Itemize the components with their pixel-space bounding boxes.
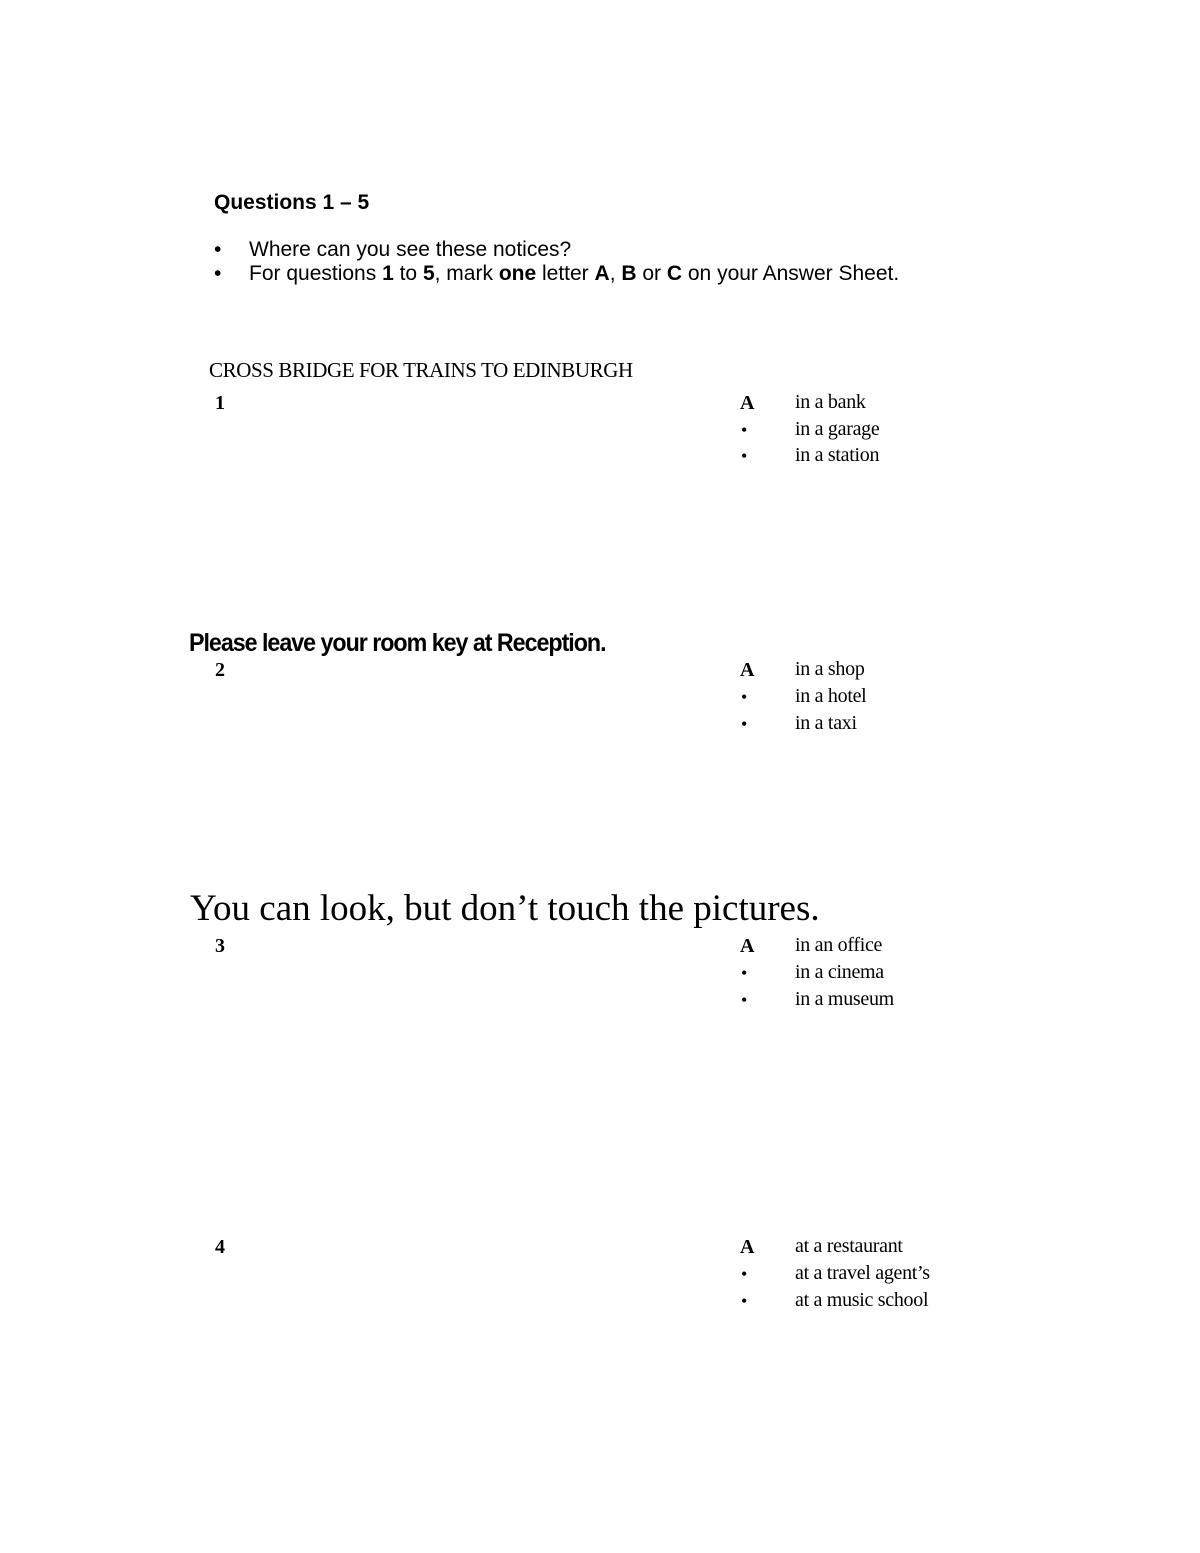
option-marker: • [741,963,748,983]
option-marker: A [740,1236,755,1258]
instruction-item [214,238,1014,264]
question-number: 1 [215,392,225,414]
question-number: 4 [215,1236,225,1258]
instruction-item [214,262,1014,288]
instruction-part: , [609,262,622,285]
option-text: at a restaurant [795,1235,903,1257]
option-marker: • [741,1291,748,1311]
option-marker: • [741,714,748,734]
option-marker: A [740,935,755,957]
option-text: in a cinema [795,961,884,983]
instruction-part-bold: A [594,262,610,285]
option-text: in a taxi [795,712,857,734]
notice-text: CROSS BRIDGE FOR TRAINS TO EDINBURGH [209,358,633,382]
instruction-part-bold: one [498,262,537,285]
option-marker: A [740,659,755,681]
instruction-part-bold: C [666,262,683,285]
instruction-part-bold: 5 [422,262,435,285]
section-heading: Questions 1 – 5 [214,191,370,214]
option-marker: • [741,420,748,440]
instruction-part: or [636,262,667,285]
option-marker: A [740,392,755,414]
option-text: in a shop [795,658,865,680]
option-text: in a hotel [795,685,867,707]
instruction-part-bold: B [621,262,637,285]
instruction-part: to [393,262,423,285]
question-number: 2 [215,659,225,681]
option-text: in a bank [795,391,866,413]
option-text: in a station [795,444,880,466]
option-marker: • [741,1264,748,1284]
instruction-part-bold: 1 [382,262,394,285]
option-text: in an office [795,934,883,956]
option-text: at a travel agent’s [795,1262,930,1284]
instruction-part: letter [536,262,595,285]
instruction-part: Where can you see these notices? [249,238,572,261]
option-text: in a museum [795,988,894,1010]
instruction-part: , mark [434,262,499,285]
notice-text: Please leave your room key at Reception. [189,629,606,657]
notice-text: You can look, but don’t touch the pictures. [190,888,820,929]
option-marker: • [741,990,748,1010]
option-text: in a garage [795,418,880,440]
instruction-text [249,262,899,286]
bullet: • [214,262,222,285]
option-marker: • [741,687,748,707]
instruction-part: on your Answer Sheet. [682,262,900,285]
question-number: 3 [215,935,225,957]
instruction-part: For questions [249,262,383,285]
option-text: at a music school [795,1289,929,1311]
instruction-text [249,238,571,262]
option-marker: • [741,446,748,466]
bullet: • [214,238,222,261]
